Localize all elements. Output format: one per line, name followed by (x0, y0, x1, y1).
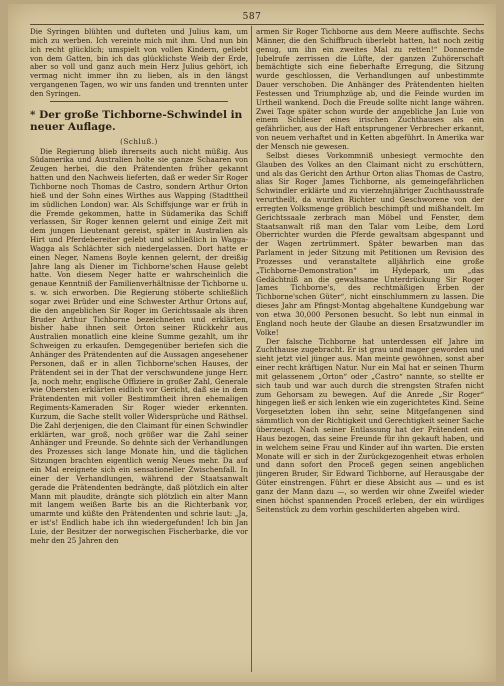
article-title: * Der große Tichborne-Schwindel in neuer Auflage. (30, 108, 243, 133)
article-continuation-note: (Schluß.) (120, 136, 158, 146)
article-paragraph: Selbst dieses Vorkommniß unbesiegt vermochte den Glauben des Volkes an den Claimant nicht zu erschüttern, und als das Gericht den Arthur Orton alias Thomas de Castro, alias Sir Roger James Tichborne, als gemeingefährlichen Schwindler erklärte und zu vierzehnjähriger Zuchthausstrafe verurtheilt, da wurden Richter und Geschworene von der erregten Volksmenge gröblich beschimpft und mißhandelt. Im Gerichtssaale zerbrach man Möbel und Fenster, dem Staatsanwalt riß man den Talar vom Leibe, dem Lord Oberrichter wurden die Pferde gewaltsam abgespannt und der Wagen zertrümmert. Später bewarben man das Parlament in jeder Sitzung mit Petitionen um Revision des Prozesses und veranstaltete alljährlich eine große „Tichborne-Demonstration“ im Hydepark, um „das Gedächtniß an die gewaltsame Unterdrückung Sir Roger James Tichborne's, des rechtmäßigen Erben der Tichborne'schen Güter“, nicht einschlummern zu lassen. Die dieses Jahr am Pfingst-Montag abgehaltene Kundgebung war von etwa 30,000 Personen besucht. So lebt nun einmal in England noch heute der Glaube an diesen Ersatzwundler im Volke! (256, 150, 484, 337)
header-rule (30, 24, 484, 25)
story-ending-paragraph: Die Syringen blühten und dufteten und Julius kam, um mich zu werben. Ich vereinte mich mit ihm. Und nun bin ich recht glücklich; umspielt von vollen Kindern, geliebt von dem Gatten, bin ich das glücklichste Weib der Erde, aber so voll und ganz auch mein Herz Julius gehört, ich vermag nicht immer ihn zu lieben, als in den längst vergangenen Tagen, wo wir uns fanden und trennten unter den Syringen. (30, 28, 248, 98)
newspaper-page (8, 4, 496, 682)
article-paragraph: armen Sir Roger Tichborne aus dem Meere auffischte. Sechs Männer, die den Schiffbruch überlebt hatten, hat noch zeitig genug, um ihn ein zweites Mal zu retten!“ Donnernde Jubelrufe zerrissen die Lüfte, der ganzen Zuhörerschaft bemächtigte sich eine fieberhafte Erregung, die Sitzung wurde geschlossen, die Verhandlungen auf unbestimmte Dauer verschoben. Die Anhänger des Prätendenten hielten Festessen und Triumphzüge ab, und die Feinde wurden im Urtheil wankend. Doch die Freude sollte nicht lange währen. Zwei Tage später schon wurde der angebliche Jan Luie von einem Schlieser eines irischen Zuchthauses als ein gefährlicher, aus der Haft entsprungener Verbrecher erkannt, von neuem verhaftet und in Ketten abgeführt. In Amerika war der Mensch nie gewesen. (256, 28, 484, 151)
left-column (30, 28, 248, 674)
column-divider (251, 26, 252, 672)
section-separator (50, 101, 228, 102)
article-paragraph: Die Regierung blieb ihrerseits auch nicht müßig. Aus Südamerika und Australien holte sie ganze Schaaren von Zeugen herbei, die den Prätendenten früher gekannt hatten und den Nachweis lieferten, daß er weder Sir Roger Tichborne noch Thomas de Castro, sondern Arthur Orton hieß und der Sohn eines Wirthes aus Wapping (Stadttheil im südlichen London) war. Als Schiffsjunge war er früh in die Fremde gekommen, hatte in Südamerika das Schiff verlassen, Sir Roger kennen gelernt und einige Zeit mit dem jungen Lieutenant gereist, später in Australien als Hirt und Pferdebereiter gelebt und schließlich in Wagga-Wagga als Schlächter sich niedergelassen. Dort hatte er einen Neger, Namens Boyle kennen gelernt, der dreißig Jahre lang als Diener im Tichborne'schen Hause gelebt hatte. Von diesem Neger hatte er wahrscheinlich die genaue Kenntniß der Familienverhältnisse der Tichborne u. s. w. sich erworben. Die Regierung stöberte schließlich sogar zwei Brüder und eine Schwester Arthur Ortons auf, die den angeblichen Sir Roger im Gerichtssaale als ihren Bruder Arthur Tichborne bezeichneten und erklärten, bisher habe ihnen seit Orton seiner Rückkehr aus Australien monatlich eine kleine Summe gezahlt, um ihr Schweigen zu erkaufen. Demgegenüber beriefen sich die Anhänger des Prätendenten auf die Aussagen angesehener Personen, daß er in allen Tichborne'schen Hauses, der Prätendent sei in der That der verschwundene junge Herr. Ja, noch mehr, englische Offiziere in großer Zahl, Generale wie Obersten erklärten eidlich vor Gericht, daß sie in dem Prätendenten mit voller Bestimmtheit ihren ehemaligen Regiments-Kameraden Sir Roger wieder erkennten. Kurzum, die Sache stellt voller Widersprüche und Räthsel. Die Zahl derjenigen, die den Claimant für einen Schwindler erklärten, war groß, noch größer war die Zahl seiner Anhänger und Freunde. So dehnte sich der Verhandlungen des Prozesses sich lange Monate hin, und die täglichen Sitzungen brachten eigentlich wenig Neues mehr. Da auf ein Mal ereignete sich ein sensationeller Zwischenfall. In einer der Verhandlungen, während der Staatsanwalt gerade die Prätendenten bedrängte, daß plötzlich ein alter Mann mit plaudite, drängte sich plötzlich ein alter Mann mit langem weißen Barte bis an die Richterbank vor, umarmte und küßte den Prätendenten und schrie laut: „Ja, er ist's! Endlich habe ich ihn wiedergefunden! Ich bin Jan Luie, der Besitzer der norwegischen Fischerbarke, die vor mehr den 25 Jahren den (30, 146, 248, 545)
right-column (256, 28, 484, 674)
article-paragraph: Der falsche Tichborne hat unterdessen elf Jahre im Zuchthause zugebracht. Er ist grau und mager geworden und sieht jetzt viel jünger aus. Man meinte gewöhnen, sonst aber einer recht kräftigen Natur. Nur ein Mal hat er seinen Thurm mit gelassenem „Orton“ oder „Castro“ nannte, so stellte er sich taub und war auch durch die strengsten Strafen nicht zum Gehorsam zu bewegen. Auf die Anrede „Sir Roger“ hingegen ließ er sich lenken wie ein zugerichtetes Kind. Seine Vorgesetzten loben ihn sehr, seine Mitgefangenen sind sämmtlich von der Richtigkeit und Gerechtigkeit seiner Sache überzeugt. Nach seiner Entlassung hat der Prätendent ein Haus bezogen, das seine Freunde für ihn gekauft haben, und in welchem seine Frau und Kinder auf ihn warten. Die ersten Monate will er sich in der Zurückgezogenheit etwas erholen und dann sofort den Proceß gegen seinen angeblichen jüngeren Bruder, Sir Edward Tichborne, auf Herausgabe der Güter einstrengen. Führt er diese Absicht aus — und es ist ganz der Mann dazu —, so werden wir ohne Zweifel wieder einen höchst spannenden Proceß erleben, der ein würdiges Seitenstück zu dem vorhin geschilderten abgeben wird. (256, 336, 484, 514)
page-number: 587 (242, 12, 262, 22)
